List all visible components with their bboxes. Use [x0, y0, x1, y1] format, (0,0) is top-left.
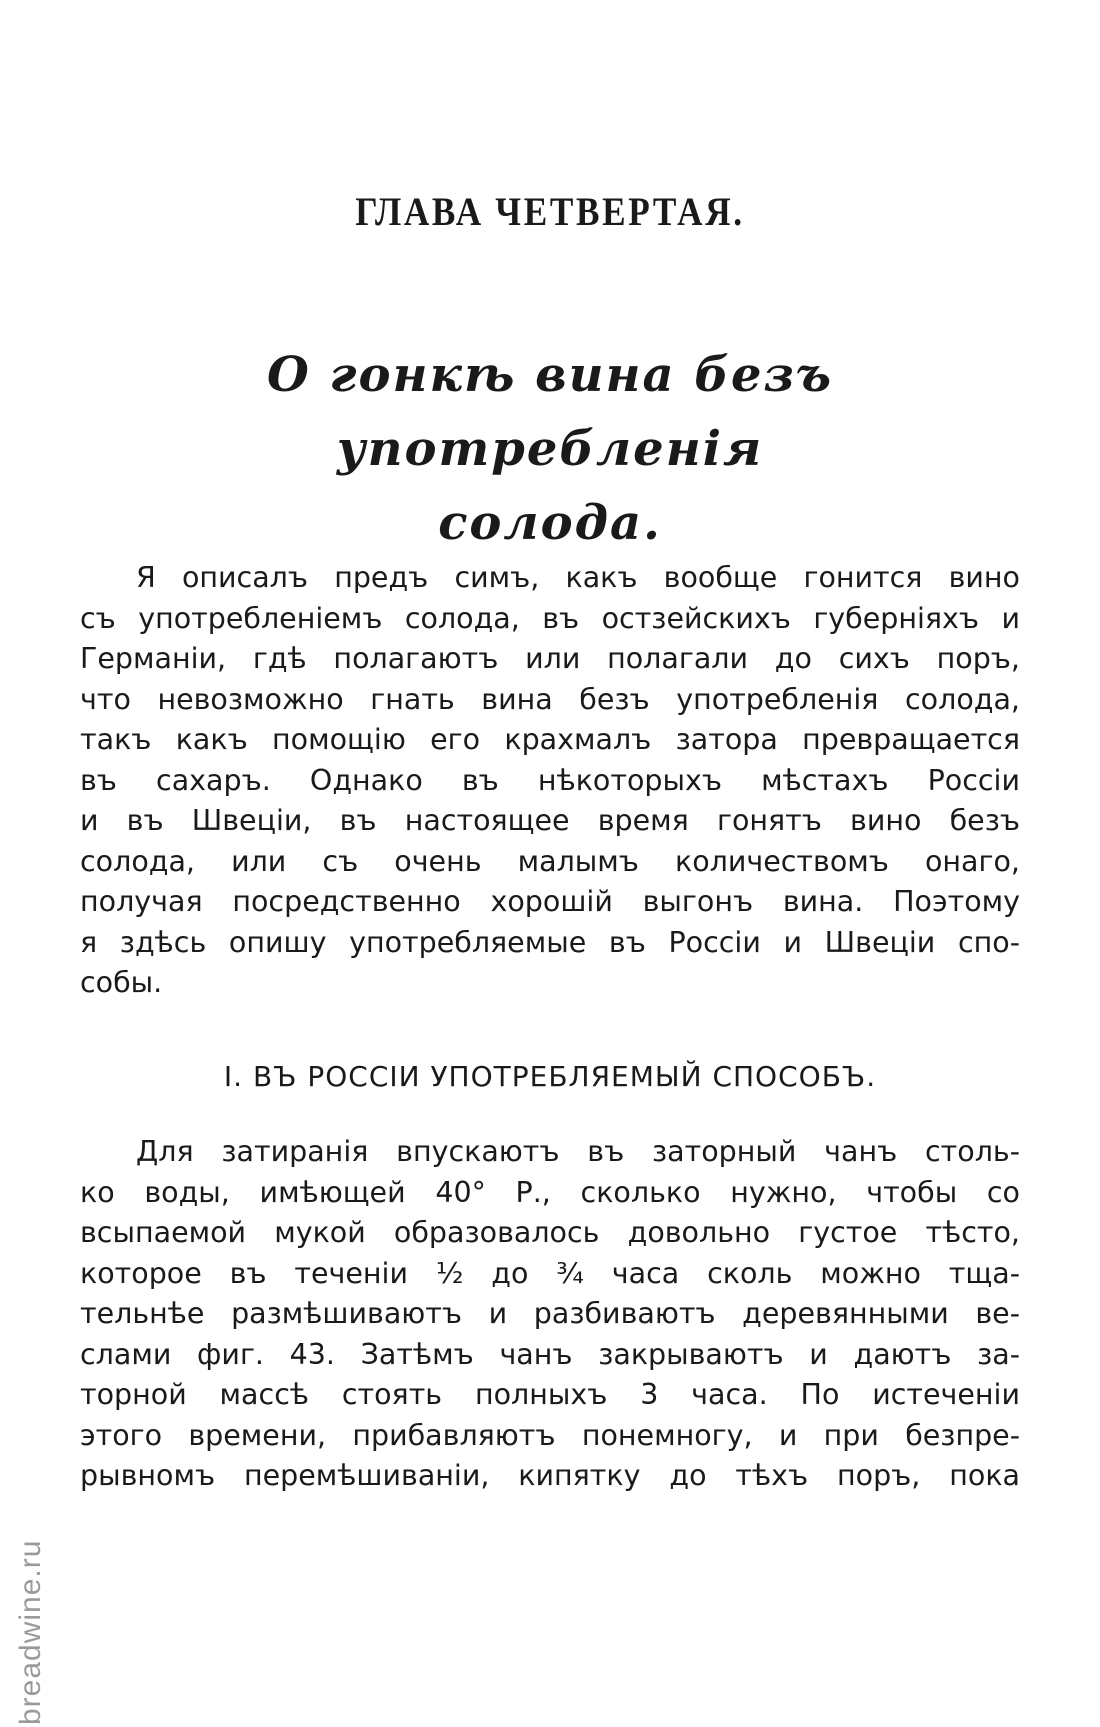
paragraph-line: Я описалъ предъ симъ, какъ вообще гонится вино	[136, 561, 1020, 594]
chapter-title-line-2: солода.	[438, 495, 662, 551]
paragraph-method	[80, 1132, 1020, 1497]
paragraph-line: солода, или съ очень малымъ количествомъ онаго,	[80, 844, 1020, 878]
paragraph-line: и въ Швеціи, въ настоящее время гонятъ вино безъ	[80, 804, 1020, 837]
paragraph-line: съ употребленіемъ солода, въ остзейскихъ губерніяхъ и	[80, 601, 1020, 635]
paragraph-line: собы.	[80, 966, 163, 999]
paragraph-line: что невозможно гнать вина безъ употребленія солода,	[80, 682, 1020, 716]
chapter-title	[110, 338, 990, 560]
paragraph-line: ко воды, имѣющей 40° Р., сколько нужно, чтобы со	[80, 1175, 1020, 1209]
chapter-title-line-1: О гонкѣ вина безъ употребленія	[266, 347, 834, 477]
paragraph-intro	[80, 558, 1020, 1004]
chapter-heading: ГЛАВА ЧЕТВЕРТАЯ.	[355, 189, 745, 234]
paragraph-line: этого времени, прибавляютъ понемногу, и при безпре-	[80, 1418, 1020, 1452]
paragraph-line: торной массѣ стоять полныхъ 3 часа. По истеченіи	[80, 1378, 1020, 1411]
paragraph-line: всыпаемой мукой образовалось довольно густое тѣсто,	[80, 1216, 1020, 1249]
paragraph-line: такъ какъ помощію его крахмалъ затора превращается	[80, 723, 1020, 756]
section-heading: I. ВЪ РОССІИ УПОТРЕБЛЯЕМЫЙ СПОСОБЪ.	[223, 1060, 877, 1093]
paragraph-line: Германіи, гдѣ полагаютъ или полагали до сихъ поръ,	[80, 642, 1020, 675]
paragraph-line: которое въ теченіи ½ до ¾ часа сколь можно тща-	[80, 1256, 1020, 1290]
paragraph-line: я здѣсь опишу употребляемые въ Россіи и Швеціи спо-	[80, 925, 1020, 959]
paragraph-line: получая посредственно хорошій выгонъ вина. Поэтому	[80, 885, 1020, 918]
paragraph-line: слами фиг. 43. Затѣмъ чанъ закрываютъ и даютъ за-	[80, 1337, 1020, 1371]
paragraph-line: Для затиранія впускаютъ въ заторный чанъ столь-	[136, 1135, 1020, 1168]
paragraph-line: тельнѣе размѣшиваютъ и разбиваютъ деревянными ве-	[80, 1297, 1020, 1330]
watermark: breadwine.ru	[14, 1539, 47, 1725]
paragraph-line: въ сахаръ. Однако въ нѣкоторыхъ мѣстахъ Россіи	[80, 763, 1020, 797]
paragraph-line: рывномъ перемѣшиваніи, кипятку до тѣхъ поръ, пока	[80, 1459, 1020, 1492]
